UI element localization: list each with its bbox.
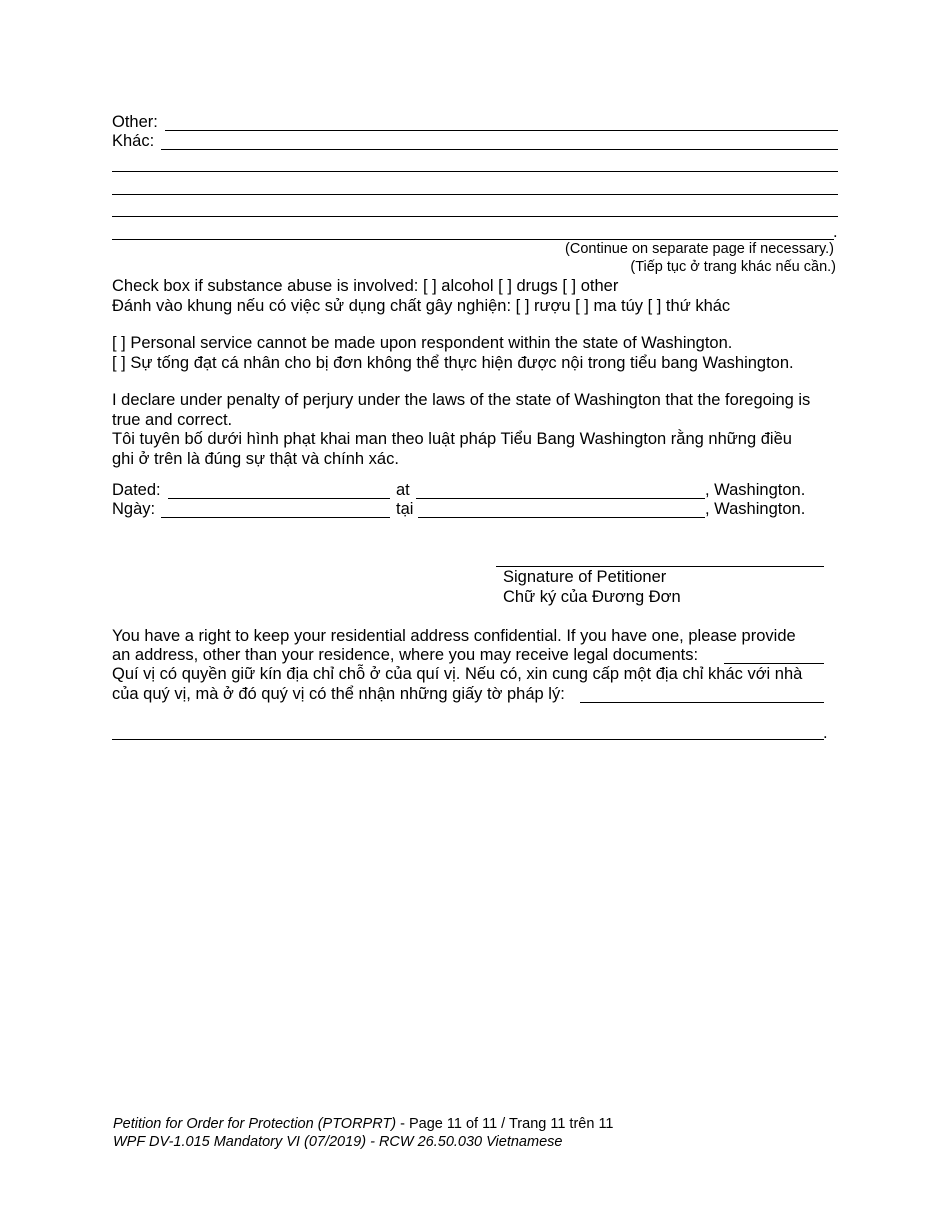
khac-input-line[interactable] [161, 149, 838, 150]
washington-label-vi: , Washington. [705, 500, 806, 518]
signature-label-vi: Chữ ký của Đương Đơn [503, 588, 681, 606]
address-continuation-line[interactable] [112, 739, 824, 740]
footer-page-number: - Page 11 of 11 / Trang 11 trên 11 [396, 1116, 614, 1132]
other-period: . [833, 223, 838, 241]
address-vi-line1: Quí vị có quyền giữ kín địa chỉ chỗ ở của quí vị. Nếu có, xin cung cấp một địa chỉ khác với nhà [112, 665, 803, 683]
other-input-line[interactable] [165, 130, 838, 131]
substance-prompt-vi: Đánh vào khung nếu có việc sử dụng chất gây nghiện: [112, 297, 512, 315]
other-continuation-line[interactable] [112, 194, 838, 195]
ngay-input-line[interactable] [161, 517, 390, 518]
service-checkbox-vi[interactable]: [ ] [112, 354, 126, 372]
tai-label: tại [396, 500, 414, 518]
dated-input-line[interactable] [168, 498, 390, 499]
washington-label: , Washington. [705, 481, 806, 499]
address-input-line[interactable] [724, 663, 824, 664]
substance-checkbox-ruou[interactable]: [ ] rượu [515, 297, 571, 315]
at-label: at [396, 481, 410, 499]
declaration-en-line1: I declare under penalty of perjury under the laws of the state of Washington that the foregoing is [112, 391, 811, 409]
substance-row-vi [112, 297, 730, 317]
footer-form-title: Petition for Order for Protection (PTORPRT) [113, 1116, 397, 1132]
address-vi-input-line[interactable] [580, 702, 824, 703]
continue-note-en: (Continue on separate page if necessary.) [565, 241, 834, 257]
signature-line[interactable] [496, 566, 824, 567]
address-vi-line2: của quý vị, mà ở đó quý vị có thể nhận những giấy tờ pháp lý: [112, 685, 565, 703]
continue-note-vi: (Tiếp tục ở trang khác nếu cần.) [630, 259, 836, 275]
other-continuation-line[interactable] [112, 171, 838, 172]
service-text-vi: Sự tống đạt cá nhân cho bị đơn không thể thực hiện được nội trong tiểu bang Washington. [130, 354, 794, 372]
service-row-en [112, 334, 732, 354]
declaration-vi-line2: ghi ở trên là đúng sự thật và chính xác. [112, 450, 399, 468]
substance-checkbox-drugs[interactable]: [ ] drugs [498, 277, 558, 295]
service-text-en: Personal service cannot be made upon respondent within the state of Washington. [130, 334, 733, 352]
footer-form-id: WPF DV-1.015 Mandatory VI (07/2019) - RCW 26.50.030 Vietnamese [113, 1134, 563, 1150]
service-row-vi [112, 354, 794, 374]
khac-label: Khác: [112, 132, 155, 150]
substance-checkbox-thu-khac[interactable]: [ ] thứ khác [647, 297, 731, 315]
service-checkbox[interactable]: [ ] [112, 334, 126, 352]
dated-label: Dated: [112, 481, 161, 499]
address-period: . [823, 724, 828, 742]
tai-input-line[interactable] [418, 517, 705, 518]
footer-line1 [113, 1115, 614, 1133]
address-en-line1: You have a right to keep your residential address confidential. If you have one, please provide [112, 627, 796, 645]
other-label: Other: [112, 113, 158, 131]
substance-prompt-en: Check box if substance abuse is involved: [112, 277, 419, 295]
ngay-label: Ngày: [112, 500, 156, 518]
substance-row-en [112, 277, 618, 297]
location-input-line[interactable] [416, 498, 705, 499]
other-continuation-line[interactable] [112, 216, 838, 217]
signature-label-en: Signature of Petitioner [503, 568, 667, 586]
substance-checkbox-ma-tuy[interactable]: [ ] ma túy [575, 297, 643, 315]
substance-checkbox-alcohol[interactable]: [ ] alcohol [422, 277, 494, 295]
declaration-en-line2: true and correct. [112, 411, 233, 429]
address-en-line2: an address, other than your residence, where you may receive legal documents: [112, 646, 699, 664]
substance-checkbox-other[interactable]: [ ] other [562, 277, 619, 295]
declaration-vi-line1: Tôi tuyên bố dưới hình phạt khai man theo luật pháp Tiểu Bang Washington rằng những điều [112, 430, 792, 448]
